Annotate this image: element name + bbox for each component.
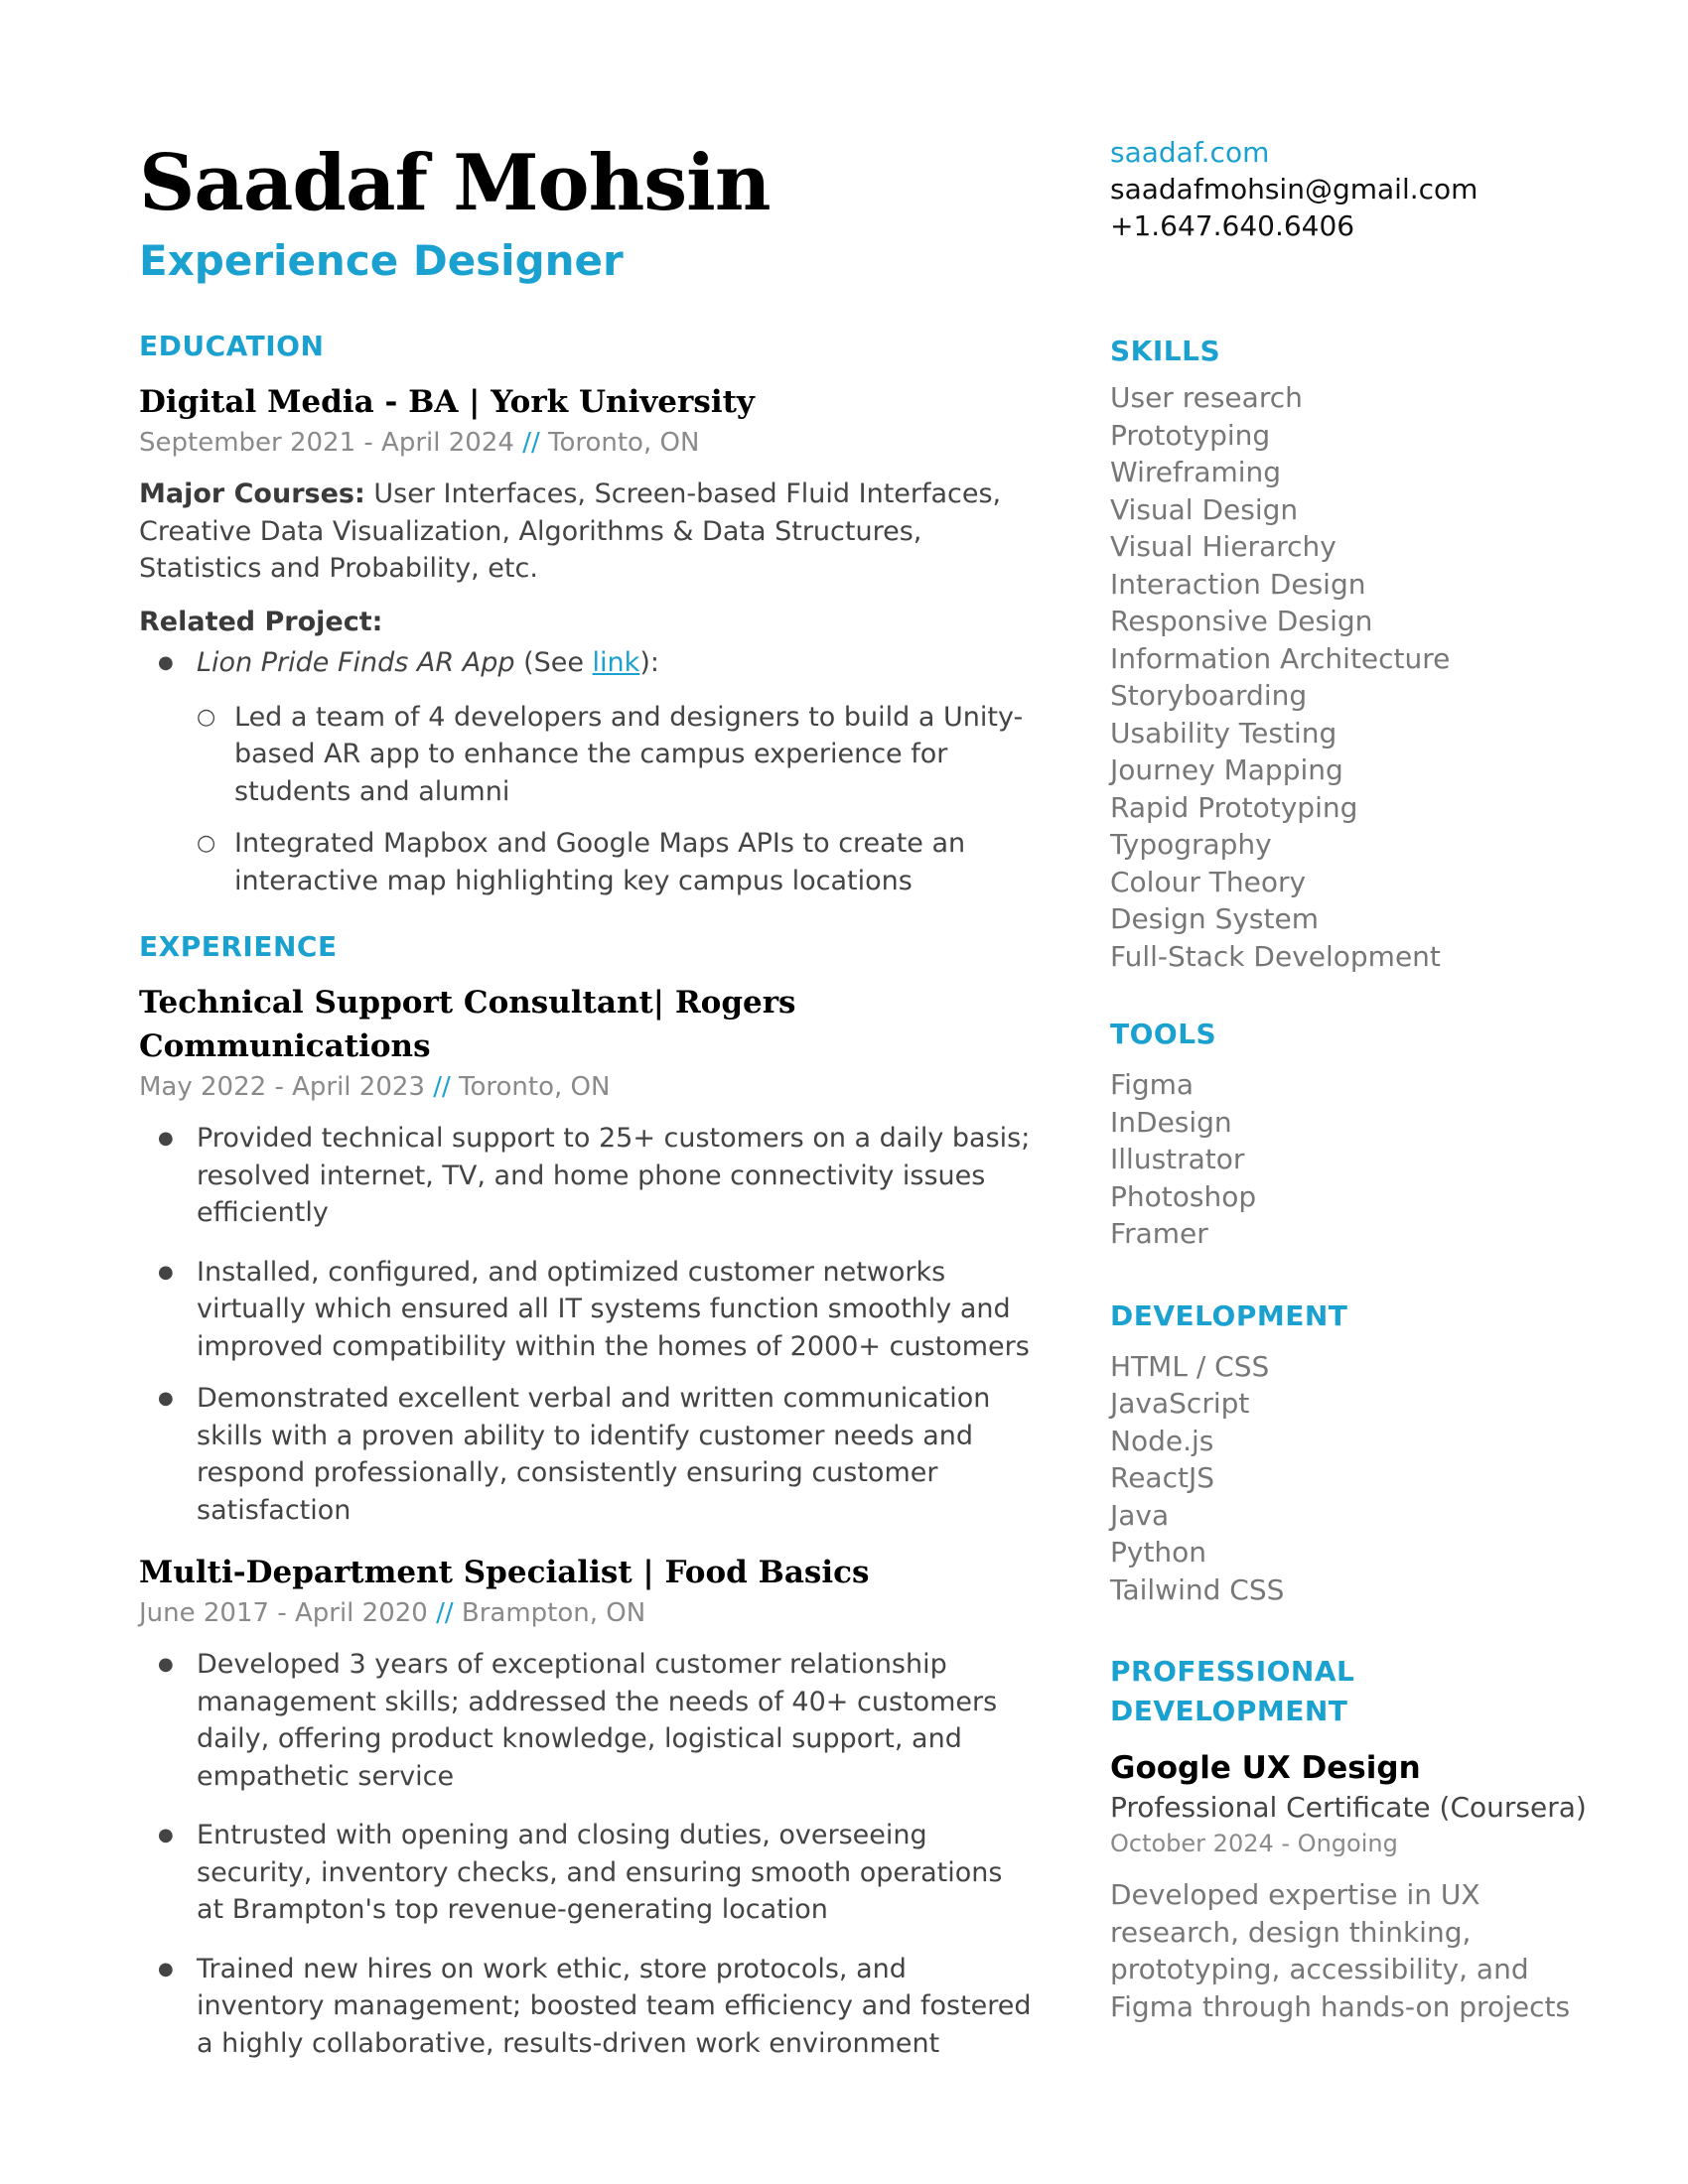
tool-item: Photoshop [1110, 1179, 1257, 1213]
professional-development-heading: PROFESSIONAL DEVELOPMENT [1110, 1655, 1355, 1727]
development-item: HTML / CSS [1110, 1349, 1270, 1383]
project-subbullets [139, 699, 1033, 900]
tools-list [1110, 1066, 1587, 1253]
tool-item: Figma [1110, 1068, 1195, 1101]
development-section [1110, 1297, 1587, 1609]
skill-item: Information Architecture [1110, 641, 1451, 675]
skill-item: Visual Hierarchy [1110, 530, 1336, 563]
project-name: Lion Pride Finds AR App [197, 647, 515, 678]
job-dates: June 2017 - April 2020 [139, 1598, 428, 1628]
project-link[interactable]: link [592, 647, 640, 678]
education-meta [139, 424, 1033, 462]
related-project-label: Related Project: [139, 606, 383, 637]
project-bullet: ○ Integrated Mapbox and Google Maps APIs to create an interactive map highlighting key campus locations [139, 825, 1033, 899]
skill-item: Visual Design [1110, 492, 1299, 526]
development-item: Python [1110, 1536, 1207, 1569]
courses-text: User Interfaces, Screen-based Fluid Interfaces, Creative Data Visualization, Algorithms & Data Structures, Statistics and Probability, etc. [139, 478, 1002, 584]
cert-description: Developed expertise in UX research, design thinking, prototyping, accessibility, and Figma through hands-on projects [1110, 1878, 1571, 2023]
job-bullet: ● Demonstrated excellent verbal and written communication skills with a proven ability to identify customer needs and respond professionally, consistently ensuring customer satisfaction [139, 1380, 1033, 1529]
experience-heading: EXPERIENCE [139, 930, 338, 963]
project-item: ● Lion Pride Finds AR App (See link): [139, 644, 1033, 682]
development-heading: DEVELOPMENT [1110, 1298, 1348, 1332]
tool-item: Illustrator [1110, 1143, 1245, 1175]
job-bullet: ● Provided technical support to 25+ customers on a daily basis; resolved internet, TV, and home phone connectivity issues efficiently [139, 1120, 1033, 1232]
development-list [1110, 1348, 1587, 1609]
skill-item: Colour Theory [1110, 865, 1307, 898]
cert-subtitle: Professional Certificate (Coursera) [1110, 1791, 1587, 1824]
experience-section [139, 927, 1033, 2062]
education-section [139, 327, 1033, 899]
email-address[interactable]: saadafmohsin@gmail.com [1110, 173, 1478, 205]
tools-heading: TOOLS [1110, 1018, 1217, 1050]
major-courses [139, 476, 1033, 588]
skill-item: Wireframing [1110, 456, 1282, 488]
education-separator: // [522, 428, 540, 458]
professional-development-section [1110, 1652, 1587, 2025]
skill-item: Rapid Prototyping [1110, 790, 1358, 824]
job-bullet: ● Developed 3 years of exceptional customer relationship management skills; addressed the needs of 40+ customers daily, offering product knowledge, logistical support, and empathetic service [139, 1646, 1033, 1795]
tool-item: InDesign [1110, 1105, 1232, 1139]
skill-item: Responsive Design [1110, 605, 1373, 637]
development-item: Tailwind CSS [1110, 1572, 1285, 1606]
phone-number: +1.647.640.6406 [1110, 209, 1355, 242]
development-item: JavaScript [1110, 1387, 1250, 1420]
skill-item: Usability Testing [1110, 716, 1337, 750]
job-entry [139, 1551, 1033, 2062]
project-bullet: ○ Led a team of 4 developers and designers to build a Unity-based AR app to enhance the campus experience for students and alumni [139, 699, 1033, 811]
skill-item: Full-Stack Development [1110, 939, 1441, 973]
skill-item: Storyboarding [1110, 679, 1308, 712]
job-meta [139, 1068, 1033, 1106]
cert-date: October 2024 - Ongoing [1110, 1830, 1398, 1857]
skill-item: Design System [1110, 902, 1319, 935]
tool-item: Framer [1110, 1217, 1208, 1250]
job-separator: // [433, 1072, 451, 1102]
website-link[interactable]: saadaf.com [1110, 136, 1270, 169]
candidate-name: Saadaf Mohsin [139, 138, 771, 228]
job-meta [139, 1594, 1033, 1632]
job-separator: // [436, 1598, 454, 1628]
sidebar-column [1110, 134, 1587, 2025]
job-title: Multi-Department Specialist | Food Basics [139, 1555, 870, 1590]
skill-item: Typography [1110, 828, 1272, 861]
job-bullet: ● Installed, configured, and optimized customer networks virtually which ensured all IT systems function smoothly and improved compatibility within the homes of 2000+ customers [139, 1254, 1033, 1366]
education-dates: September 2021 - April 2024 [139, 428, 514, 458]
development-item: Node.js [1110, 1424, 1214, 1457]
degree-title: Digital Media - BA | York University [139, 384, 755, 420]
candidate-title: Experience Designer [139, 236, 624, 285]
education-heading: EDUCATION [139, 330, 325, 362]
skills-section [1110, 332, 1587, 975]
skill-item: Prototyping [1110, 418, 1271, 452]
development-item: Java [1110, 1498, 1170, 1532]
skill-item: Journey Mapping [1110, 753, 1343, 786]
courses-label: Major Courses: [139, 478, 365, 509]
skills-list [1110, 379, 1587, 975]
development-item: ReactJS [1110, 1461, 1214, 1494]
job-location: Toronto, ON [459, 1072, 611, 1102]
job-bullet: ● Trained new hires on work ethic, store protocols, and inventory management; boosted team efficiency and fostered a highly collaborative, results-driven work environment [139, 1951, 1033, 2063]
job-dates: May 2022 - April 2023 [139, 1072, 425, 1102]
education-location: Toronto, ON [547, 428, 700, 458]
project-list [139, 644, 1033, 682]
contact-block [1110, 134, 1587, 244]
job-entry [139, 981, 1033, 1529]
job-location: Brampton, ON [461, 1598, 646, 1628]
cert-title: Google UX Design [1110, 1750, 1421, 1786]
job-bullets [139, 1646, 1033, 2062]
job-bullet: ● Entrusted with opening and closing duties, overseeing security, inventory checks, and ensuring smooth operations at Brampton's top revenue-generating location [139, 1817, 1033, 1929]
skills-heading: SKILLS [1110, 335, 1221, 367]
job-title: Technical Support Consultant| Rogers Communications [139, 985, 796, 1064]
skill-item: User research [1110, 381, 1303, 414]
job-bullets [139, 1120, 1033, 1529]
main-column [139, 134, 1033, 2062]
skill-item: Interaction Design [1110, 567, 1366, 601]
tools-section [1110, 1015, 1587, 1253]
